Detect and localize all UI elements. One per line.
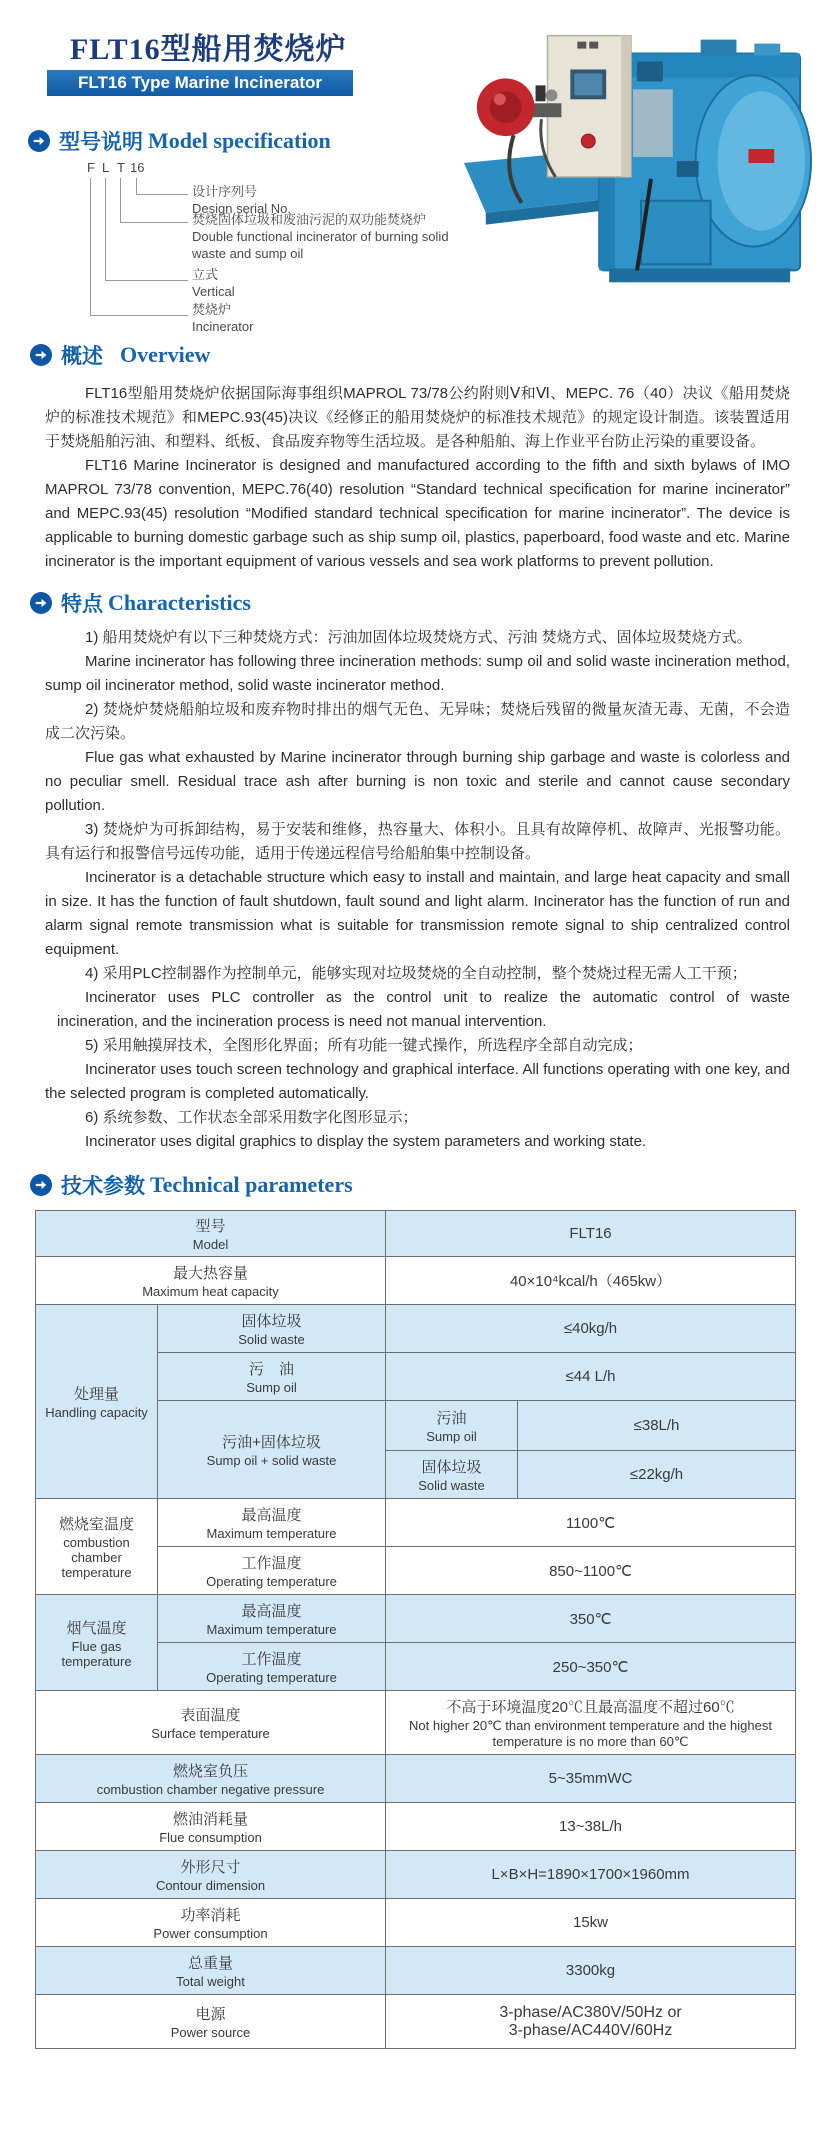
- arrow-bullet-icon: [30, 592, 52, 614]
- param-label-comb-max: 最高温度 Maximum temperature: [158, 1499, 386, 1547]
- param-label-comb-temp: 燃烧室温度 combustion chamber temperature: [36, 1499, 158, 1595]
- table-row: [36, 1755, 796, 1803]
- param-value-combined-sump: ≤38L/h: [518, 1401, 796, 1451]
- characteristic-item: Incinerator is a detachable structure which easy to install and maintain, and large heat capacity and small in size. It has the function of fault shutdown, fault sound and light alarm. Incinerator has the function of run and alarm signal remote transmission what is suitable for transmission remote signal to ship centralized control equipment.: [45, 869, 790, 958]
- overview-paragraph-en: FLT16 Marine Incinerator is designed and manufactured according to the fifth and sixth bylaws of IMO MAPROL 73/78 convention, MEPC.76(40) resolution “Standard technical specification for marine incinerator” and MEPC.93(45) resolution “Modified standard technical specification for marine incinerator”. The device is applicable to burning domestic garbage such as ship sump oil, plastics, paperboard, food waste and etc. Marine incinerator is the important equipment of various vessels and sea work platforms to prevent pollution.: [45, 457, 790, 570]
- param-value-flue-max: 350℃: [386, 1595, 796, 1643]
- table-row: [36, 1947, 796, 1995]
- param-value-power-cons: 15kw: [386, 1899, 796, 1947]
- characteristic-item: 3) 焚烧炉为可拆卸结构，易于安装和维修，热容量大、体积小。且具有故障停机、故障声、光报警功能。具有运行和报警信号远传功能，适用于传递远程信号给船舶集中控制设备。: [45, 821, 790, 862]
- param-label-weight: 总重量 Total weight: [36, 1947, 386, 1995]
- characteristic-item: 1) 船用焚烧炉有以下三种焚烧方式：污油加固体垃圾焚烧方式、污油 焚烧方式、固体垃圾焚烧方式。: [85, 629, 752, 646]
- param-label-handling: 处理量 Handling capacity: [36, 1305, 158, 1499]
- param-value-dimension: L×B×H=1890×1700×1960mm: [386, 1851, 796, 1899]
- table-row: [36, 1851, 796, 1899]
- characteristic-item: 6) 系统参数、工作状态全部采用数字化图形显示；: [85, 1109, 418, 1126]
- arrow-bullet-icon: [28, 130, 50, 152]
- param-label-power-source: 电源 Power source: [36, 1995, 386, 2049]
- heading-zh: 概述: [61, 345, 103, 368]
- heading-zh: 型号说明: [59, 131, 143, 154]
- table-row: [36, 1803, 796, 1851]
- param-value-weight: 3300kg: [386, 1947, 796, 1995]
- characteristic-item: 4) 采用PLC控制器作为控制单元，能够实现对垃圾焚烧的全自动控制，整个焚烧过程无需人工干预；: [85, 965, 747, 982]
- table-row: [36, 1211, 796, 1257]
- table-row: [36, 1305, 796, 1353]
- section-heading-model-spec: [28, 126, 331, 156]
- characteristic-item: Flue gas what exhausted by Marine incinerator through burning ship garbage and waste is colorless and no peculiar smell. Residual trace ash after burning is non toxic and sterile and cannot cause secondary pollution.: [45, 749, 790, 814]
- param-label-combined-sump: 污油 Sump oil: [386, 1401, 518, 1451]
- param-value-surface: 不高于环境温度20℃且最高温度不超过60℃ Not higher 20℃ than environment temperature and the highest temperature is no more than 60℃: [386, 1691, 796, 1755]
- heading-en: Technical parameters: [150, 1172, 353, 1197]
- section-heading-overview: [30, 340, 830, 370]
- table-row: [36, 1499, 796, 1547]
- section-heading-technical: [30, 1170, 830, 1200]
- drum-logo: [748, 149, 774, 163]
- table-row: [36, 1691, 796, 1755]
- param-value-comb-op: 850~1100℃: [386, 1547, 796, 1595]
- connector-line: [136, 194, 188, 195]
- param-label-comb-op: 工作温度 Operating temperature: [158, 1547, 386, 1595]
- heading-en: Overview: [120, 342, 211, 367]
- param-value-comb-max: 1100℃: [386, 1499, 796, 1547]
- param-label-fuel: 燃油消耗量 Flue consumption: [36, 1803, 386, 1851]
- heading-en: Model specification: [148, 128, 331, 153]
- param-label-power-cons: 功率消耗 Power consumption: [36, 1899, 386, 1947]
- param-label-max-heat: 最大热容量 Maximum heat capacity: [36, 1257, 386, 1305]
- characteristic-item: Incinerator uses PLC controller as the control unit to realize the automatic control of waste: [85, 989, 790, 1006]
- param-value-combined-solid: ≤22kg/h: [518, 1451, 796, 1499]
- characteristic-item: incineration, and the incineration process is need not manual intervention.: [57, 1013, 547, 1030]
- heading-zh: 特点: [61, 593, 103, 616]
- connector-line: [120, 222, 188, 223]
- param-label-model: 型号 Model: [36, 1211, 386, 1257]
- param-value-max-heat: 40×10⁴kcal/h（465kw）: [386, 1257, 796, 1305]
- connector-line: [120, 178, 121, 222]
- characteristic-item: Marine incinerator has following three incineration methods: sump oil and solid waste incineration method, sump oil incinerator method, solid waste incinerator method.: [45, 653, 790, 694]
- technical-parameters: [35, 1210, 795, 2049]
- param-label-flue-max: 最高温度 Maximum temperature: [158, 1595, 386, 1643]
- param-label-combined: 污油+固体垃圾 Sump oil + solid waste: [158, 1401, 386, 1499]
- param-value-flue-op: 250~350℃: [386, 1643, 796, 1691]
- technical-parameters-table: [35, 1210, 796, 2049]
- title-banner: FLT16 Type Marine Incinerator: [47, 70, 353, 96]
- page-title: FLT16型船用焚烧炉: [70, 33, 347, 66]
- characteristic-item: 2) 焚烧炉焚烧船舶垃圾和废弃物时排出的烟气无色、无异味；焚烧后残留的微量灰渣无毒、无菌，不会造成二次污染。: [45, 701, 790, 742]
- connector-line: [105, 178, 106, 280]
- incinerator-illustration: [452, 10, 820, 302]
- param-value-neg-pressure: 5~35mmWC: [386, 1755, 796, 1803]
- heading-en: Characteristics: [108, 590, 251, 615]
- red-button: [581, 134, 595, 148]
- characteristic-item: Incinerator uses touch screen technology and graphical interface. All functions operating with one key, and the selected program is completed automatically.: [45, 1061, 790, 1102]
- param-value-solid-waste: ≤40kg/h: [386, 1305, 796, 1353]
- param-label-solid-waste: 固体垃圾 Solid waste: [158, 1305, 386, 1353]
- param-label-dimension: 外形尺寸 Contour dimension: [36, 1851, 386, 1899]
- param-value-power-source: 3-phase/AC380V/50Hz or 3-phase/AC440V/60Hz: [386, 1995, 796, 2049]
- param-label-sump-oil: 污 油 Sump oil: [158, 1353, 386, 1401]
- param-value-sump-oil: ≤44 L/h: [386, 1353, 796, 1401]
- table-row: [36, 1899, 796, 1947]
- code-serial: 16: [130, 160, 145, 175]
- table-row: [36, 1595, 796, 1643]
- code-label-serial: 设计序列号 Design serial No.: [192, 184, 291, 216]
- param-label-neg-pressure: 燃烧室负压 combustion chamber negative pressure: [36, 1755, 386, 1803]
- code-label-incinerator: 焚烧炉 Incinerator: [192, 302, 254, 334]
- code-label-function: 焚烧固体垃圾和废油污泥的双功能焚烧炉 Double functional incinerator of burning solid waste and sump oil: [192, 212, 449, 261]
- characteristic-item: Incinerator uses digital graphics to display the system parameters and working state.: [85, 1133, 647, 1150]
- connector-line: [90, 315, 188, 316]
- param-value-model: FLT16: [386, 1211, 796, 1257]
- arrow-bullet-icon: [30, 1174, 52, 1196]
- incinerator-photo: [452, 10, 820, 302]
- connector-line: [90, 178, 91, 315]
- characteristic-item: 5) 采用触摸屏技术，全图形化界面；所有功能一键式操作，所选程序全部自动完成；: [85, 1037, 643, 1054]
- connector-line: [105, 280, 188, 281]
- param-label-flue-temp: 烟气温度 Flue gas temperature: [36, 1595, 158, 1691]
- overview-section: [0, 382, 830, 574]
- param-label-flue-op: 工作温度 Operating temperature: [158, 1643, 386, 1691]
- connector-line: [136, 178, 137, 194]
- code-letter-t: T: [117, 160, 125, 175]
- arrow-bullet-icon: [30, 344, 52, 366]
- param-label-combined-solid: 固体垃圾 Solid waste: [386, 1451, 518, 1499]
- table-row: [36, 1995, 796, 2049]
- param-label-surface: 表面温度 Surface temperature: [36, 1691, 386, 1755]
- overview-paragraph-zh: FLT16型船用焚烧炉依据国际海事组织MAPROL 73/78公约附则Ⅴ和Ⅵ、MEPC. 76（40）决议《船用焚烧炉的标准技术规范》和MEPC.93(45)决议《经修正的船用焚烧炉的标准技术规范》的规定设计制造。该装置适用于焚烧船舶污油、和塑料、纸板、食品废弃物等生活垃圾。是各种船舶、海上作业平台防止污染的重要设备。: [45, 385, 790, 450]
- heading-zh: 技术参数: [61, 1175, 145, 1198]
- param-value-fuel: 13~38L/h: [386, 1803, 796, 1851]
- page-header: [0, 0, 830, 340]
- table-row: [36, 1257, 796, 1305]
- code-label-vertical: 立式 Vertical: [192, 267, 235, 299]
- code-letter-l: L: [102, 160, 110, 175]
- section-heading-characteristics: [30, 588, 830, 618]
- characteristics-section: [0, 626, 830, 1154]
- code-letter-f: F: [87, 160, 95, 175]
